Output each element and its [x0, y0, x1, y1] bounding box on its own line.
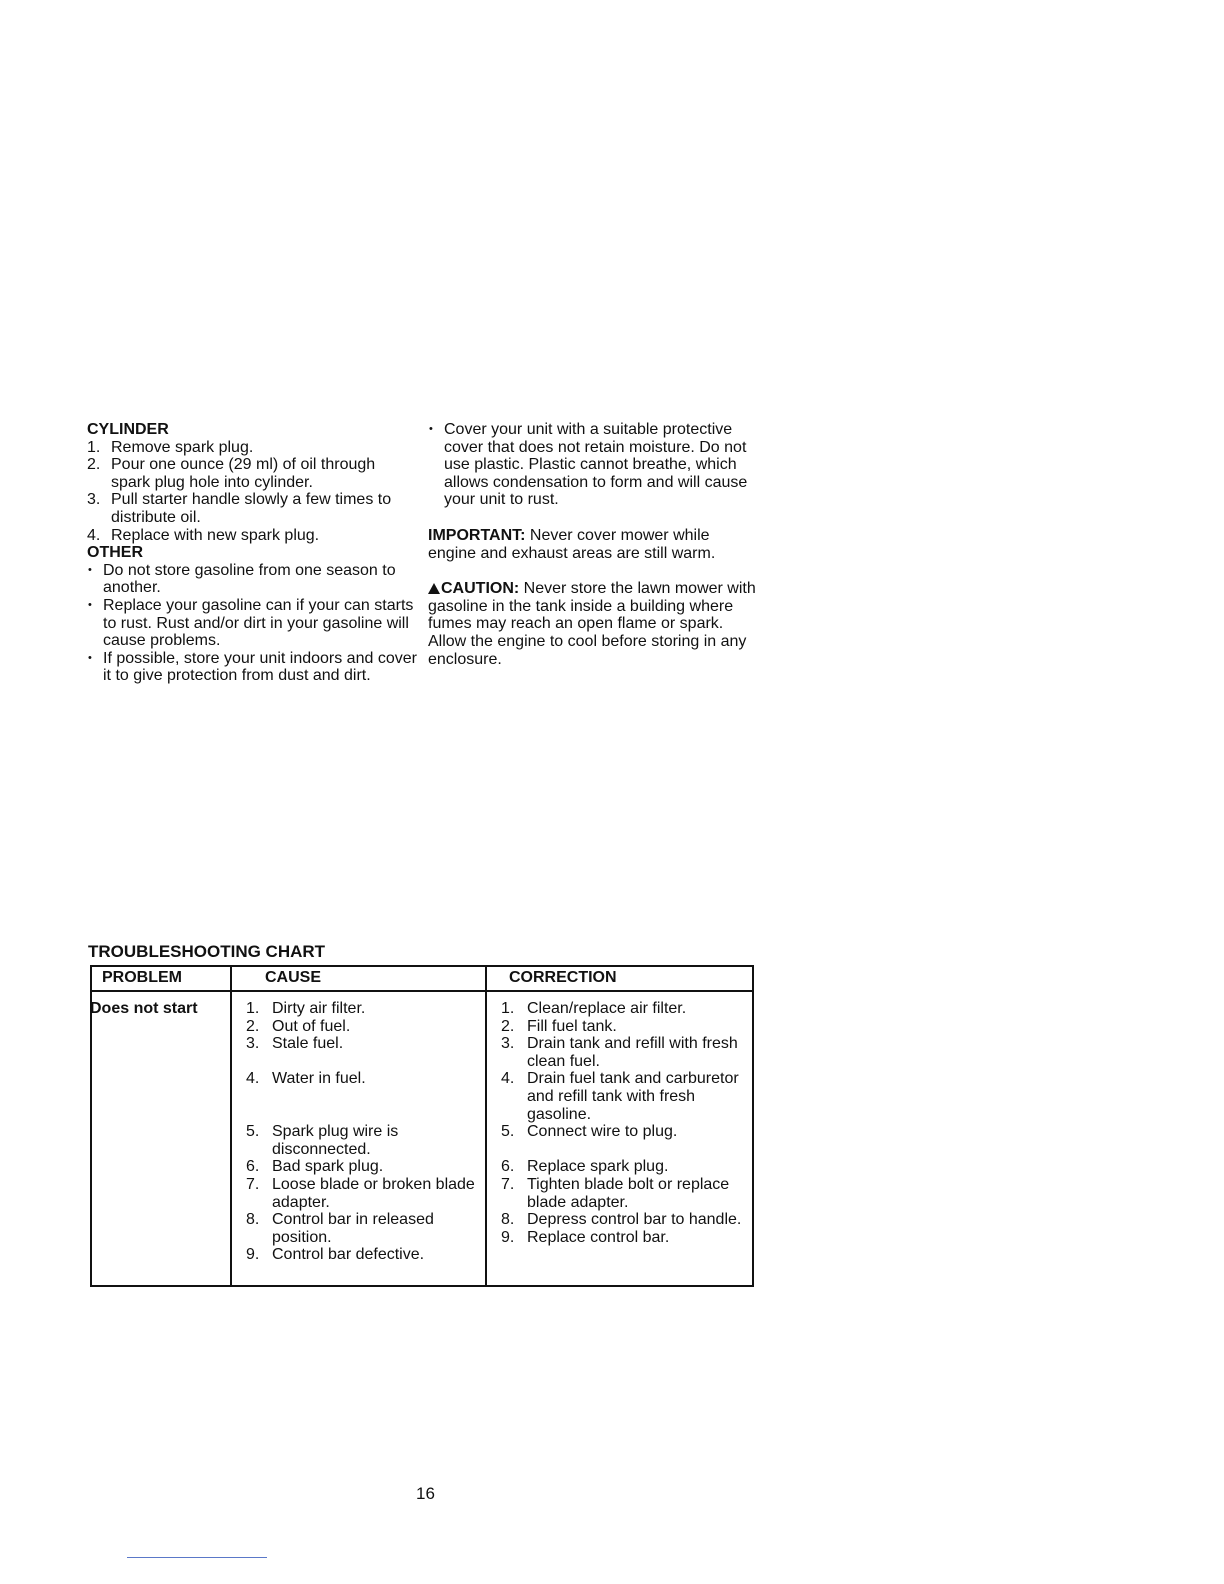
- cylinder-step: 3. Pull starter handle slowly a few times to distribute oil.: [87, 491, 392, 526]
- cylinder-step: 2. Pour one ounce (29 ml) of oil through spark plug hole into cylinder.: [87, 456, 376, 491]
- cause-item: 2. Out of fuel.: [246, 1017, 351, 1035]
- correction-item: 2. Fill fuel tank.: [501, 1017, 617, 1035]
- correction-item: 6. Replace spark plug.: [501, 1158, 669, 1176]
- other-bullet: • Do not store gasoline from one season to another.: [88, 561, 396, 597]
- correction-item: 4. Drain fuel tank and carburetor and refill tank with fresh gasoline.: [501, 1070, 739, 1123]
- troubleshooting-table: [90, 965, 754, 1287]
- warning-icon: [428, 583, 440, 594]
- cause-item: 7. Loose blade or broken blade adapter.: [246, 1175, 475, 1211]
- correction-item: 1. Clean/replace air filter.: [501, 1000, 687, 1017]
- cause-item: 6. Bad spark plug.: [246, 1158, 384, 1176]
- header-divider: [92, 990, 752, 992]
- cylinder-heading: CYLINDER: [87, 421, 169, 438]
- right-column: [428, 421, 758, 668]
- cause-item: 1. Dirty air filter.: [246, 1000, 366, 1017]
- header-correction: CORRECTION: [509, 969, 617, 986]
- bullet-icon: •: [88, 563, 92, 576]
- left-column: [87, 421, 417, 685]
- problem-cell: Does not start: [90, 1000, 198, 1017]
- correction-item: 8. Depress control bar to handle.: [501, 1211, 742, 1229]
- correction-item: 7. Tighten blade bolt or replace blade adapter.: [501, 1175, 730, 1211]
- cover-bullet: • Cover your unit with a suitable protective cover that does not retain moisture. Do not use plastic. Plastic cannot breathe, which allows condensation to form and will cause your unit to rust.: [429, 421, 748, 509]
- cylinder-step: 4. Replace with new spark plug.: [87, 526, 320, 544]
- cause-item: 3. Stale fuel.: [246, 1035, 344, 1053]
- important-note: IMPORTANT: Never cover mower while engine and exhaust areas are still warm.: [428, 526, 716, 562]
- cylinder-step: 1. Remove spark plug.: [87, 438, 254, 456]
- header-cause: CAUSE: [265, 969, 322, 986]
- cause-item: 5. Spark plug wire is disconnected.: [246, 1123, 399, 1158]
- bullet-icon: •: [429, 423, 433, 435]
- chart-title: TROUBLESHOOTING CHART: [88, 942, 326, 961]
- correction-item: 5. Connect wire to plug.: [501, 1123, 678, 1141]
- cause-item: 9. Control bar defective.: [246, 1246, 425, 1264]
- correction-list: [501, 1000, 746, 1246]
- column-divider: [230, 967, 232, 1285]
- bullet-icon: •: [88, 651, 92, 664]
- cause-list: [246, 1000, 486, 1264]
- caution-note: CAUTION: Never store the lawn mower with gasoline in the tank inside a building where fumes may reach an open flame or spark. Allow the engine to cool before storing in any enclosure.: [428, 580, 756, 668]
- cause-item: 4. Water in fuel.: [246, 1070, 366, 1088]
- header-problem: PROBLEM: [102, 969, 182, 986]
- other-heading: OTHER: [87, 544, 143, 562]
- bottom-rule: [127, 1557, 267, 1558]
- correction-item: 9. Replace control bar.: [501, 1228, 670, 1246]
- correction-item: 3. Drain tank and refill with fresh clean fuel.: [501, 1035, 738, 1070]
- other-bullet: • If possible, store your unit indoors and cover it to give protection from dust and dirt.: [88, 649, 417, 685]
- page-number: 16: [416, 1484, 435, 1503]
- cause-item: 8. Control bar in released position.: [246, 1211, 434, 1246]
- bullet-icon: •: [88, 598, 92, 611]
- other-bullet: • Replace your gasoline can if your can starts to rust. Rust and/or dirt in your gasoline will cause problems.: [88, 596, 414, 650]
